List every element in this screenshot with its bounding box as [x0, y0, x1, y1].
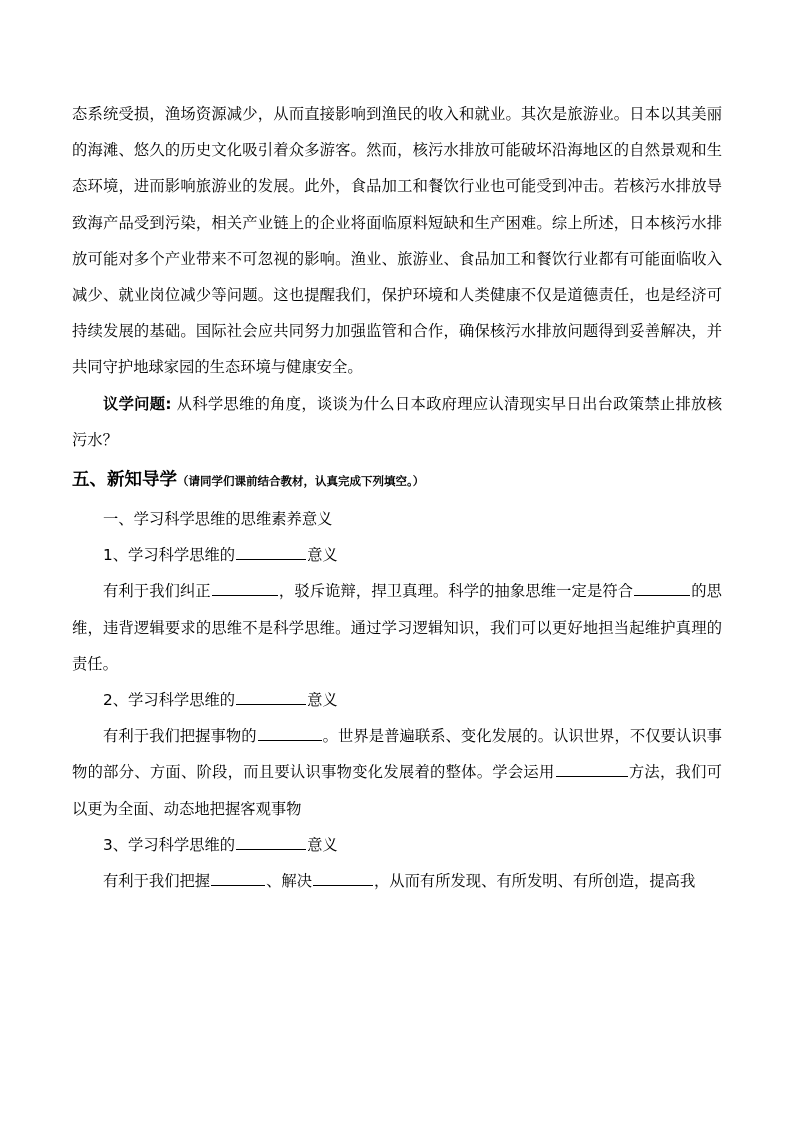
intro-paragraph: 态系统受损，渔场资源减少，从而直接影响到渔民的收入和就业。其次是旅游业。日本以其美丽的海滩、悠久的历史文化吸引着众多游客。然而，核污水排放可能破坏沿海地区的自然景观和生态环境，进而影响旅游业的发展。此外，食品加工和餐饮行业也可能受到冲击。若核污水排放导致海产品受到污染，相关产业链上的企业将面临原料短缺和生产困难。综上所述，日本核污水排放可能对多个产业带来不可忽视的影响。渔业、旅游业、食品加工和餐饮行业都有可能面临收入减少、就业岗位减少等问题。这也提醒我们，保护环境和人类健康不仅是道德责任，也是经济可持续发展的基础。国际社会应共同努力加强监管和合作，确保核污水排放问题得到妥善解决，并共同守护地球家园的生态环境与健康安全。 — [72, 105, 722, 377]
fill-blank[interactable] — [236, 689, 306, 705]
fill-blank[interactable] — [236, 834, 306, 850]
fill-blank[interactable] — [212, 580, 278, 596]
fill-blank[interactable] — [313, 870, 373, 886]
section-heading — [72, 460, 722, 501]
fill-blank[interactable] — [634, 580, 690, 596]
fill-blank[interactable] — [556, 761, 628, 777]
item1-text: 有利于我们纠正 ，驳斥诡辩，捍卫真理。科学的抽象思维一定是符合 的思维，违背逻辑要求的思维不是科学思维。通过学习逻辑知识，我们可以更好地担当起维护真理的责任。 — [72, 582, 722, 673]
section-note: （请同学们课前结合教材，认真完成下列填空。） — [177, 474, 425, 489]
subsection-title: 一、学习科学思维的思维素养意义 — [103, 510, 333, 529]
item3-text: 有利于我们把握 、解决 ，从而有所发现、有所发明、有所创造，提高我 — [103, 872, 696, 891]
section-title: 五、新知导学 — [72, 470, 177, 491]
fill-blank[interactable] — [236, 544, 306, 560]
fill-blank[interactable] — [258, 725, 322, 741]
question-label: 议学问题: — [103, 394, 172, 413]
question-text: 从科学思维的角度，谈谈为什么日本政府理应认清现实早日出台政策禁止排放核污水？ — [72, 394, 722, 449]
discussion-question — [72, 386, 722, 458]
item2-text: 有利于我们把握事物的 。世界是普遍联系、变化发展的。认识世界，不仅要认识事物的部分、方面、阶段，而且要认识事物变化发展着的整体。学会运用 方法，我们可以更为全面、动态地把握客观事物 — [72, 727, 722, 818]
item1-title: 1、学习科学思维的 意义 — [103, 546, 338, 565]
document-page — [72, 96, 722, 899]
item2-title: 2、学习科学思维的 意义 — [103, 691, 338, 710]
item3-title: 3、学习科学思维的 意义 — [103, 835, 338, 854]
fill-blank[interactable] — [211, 870, 265, 886]
